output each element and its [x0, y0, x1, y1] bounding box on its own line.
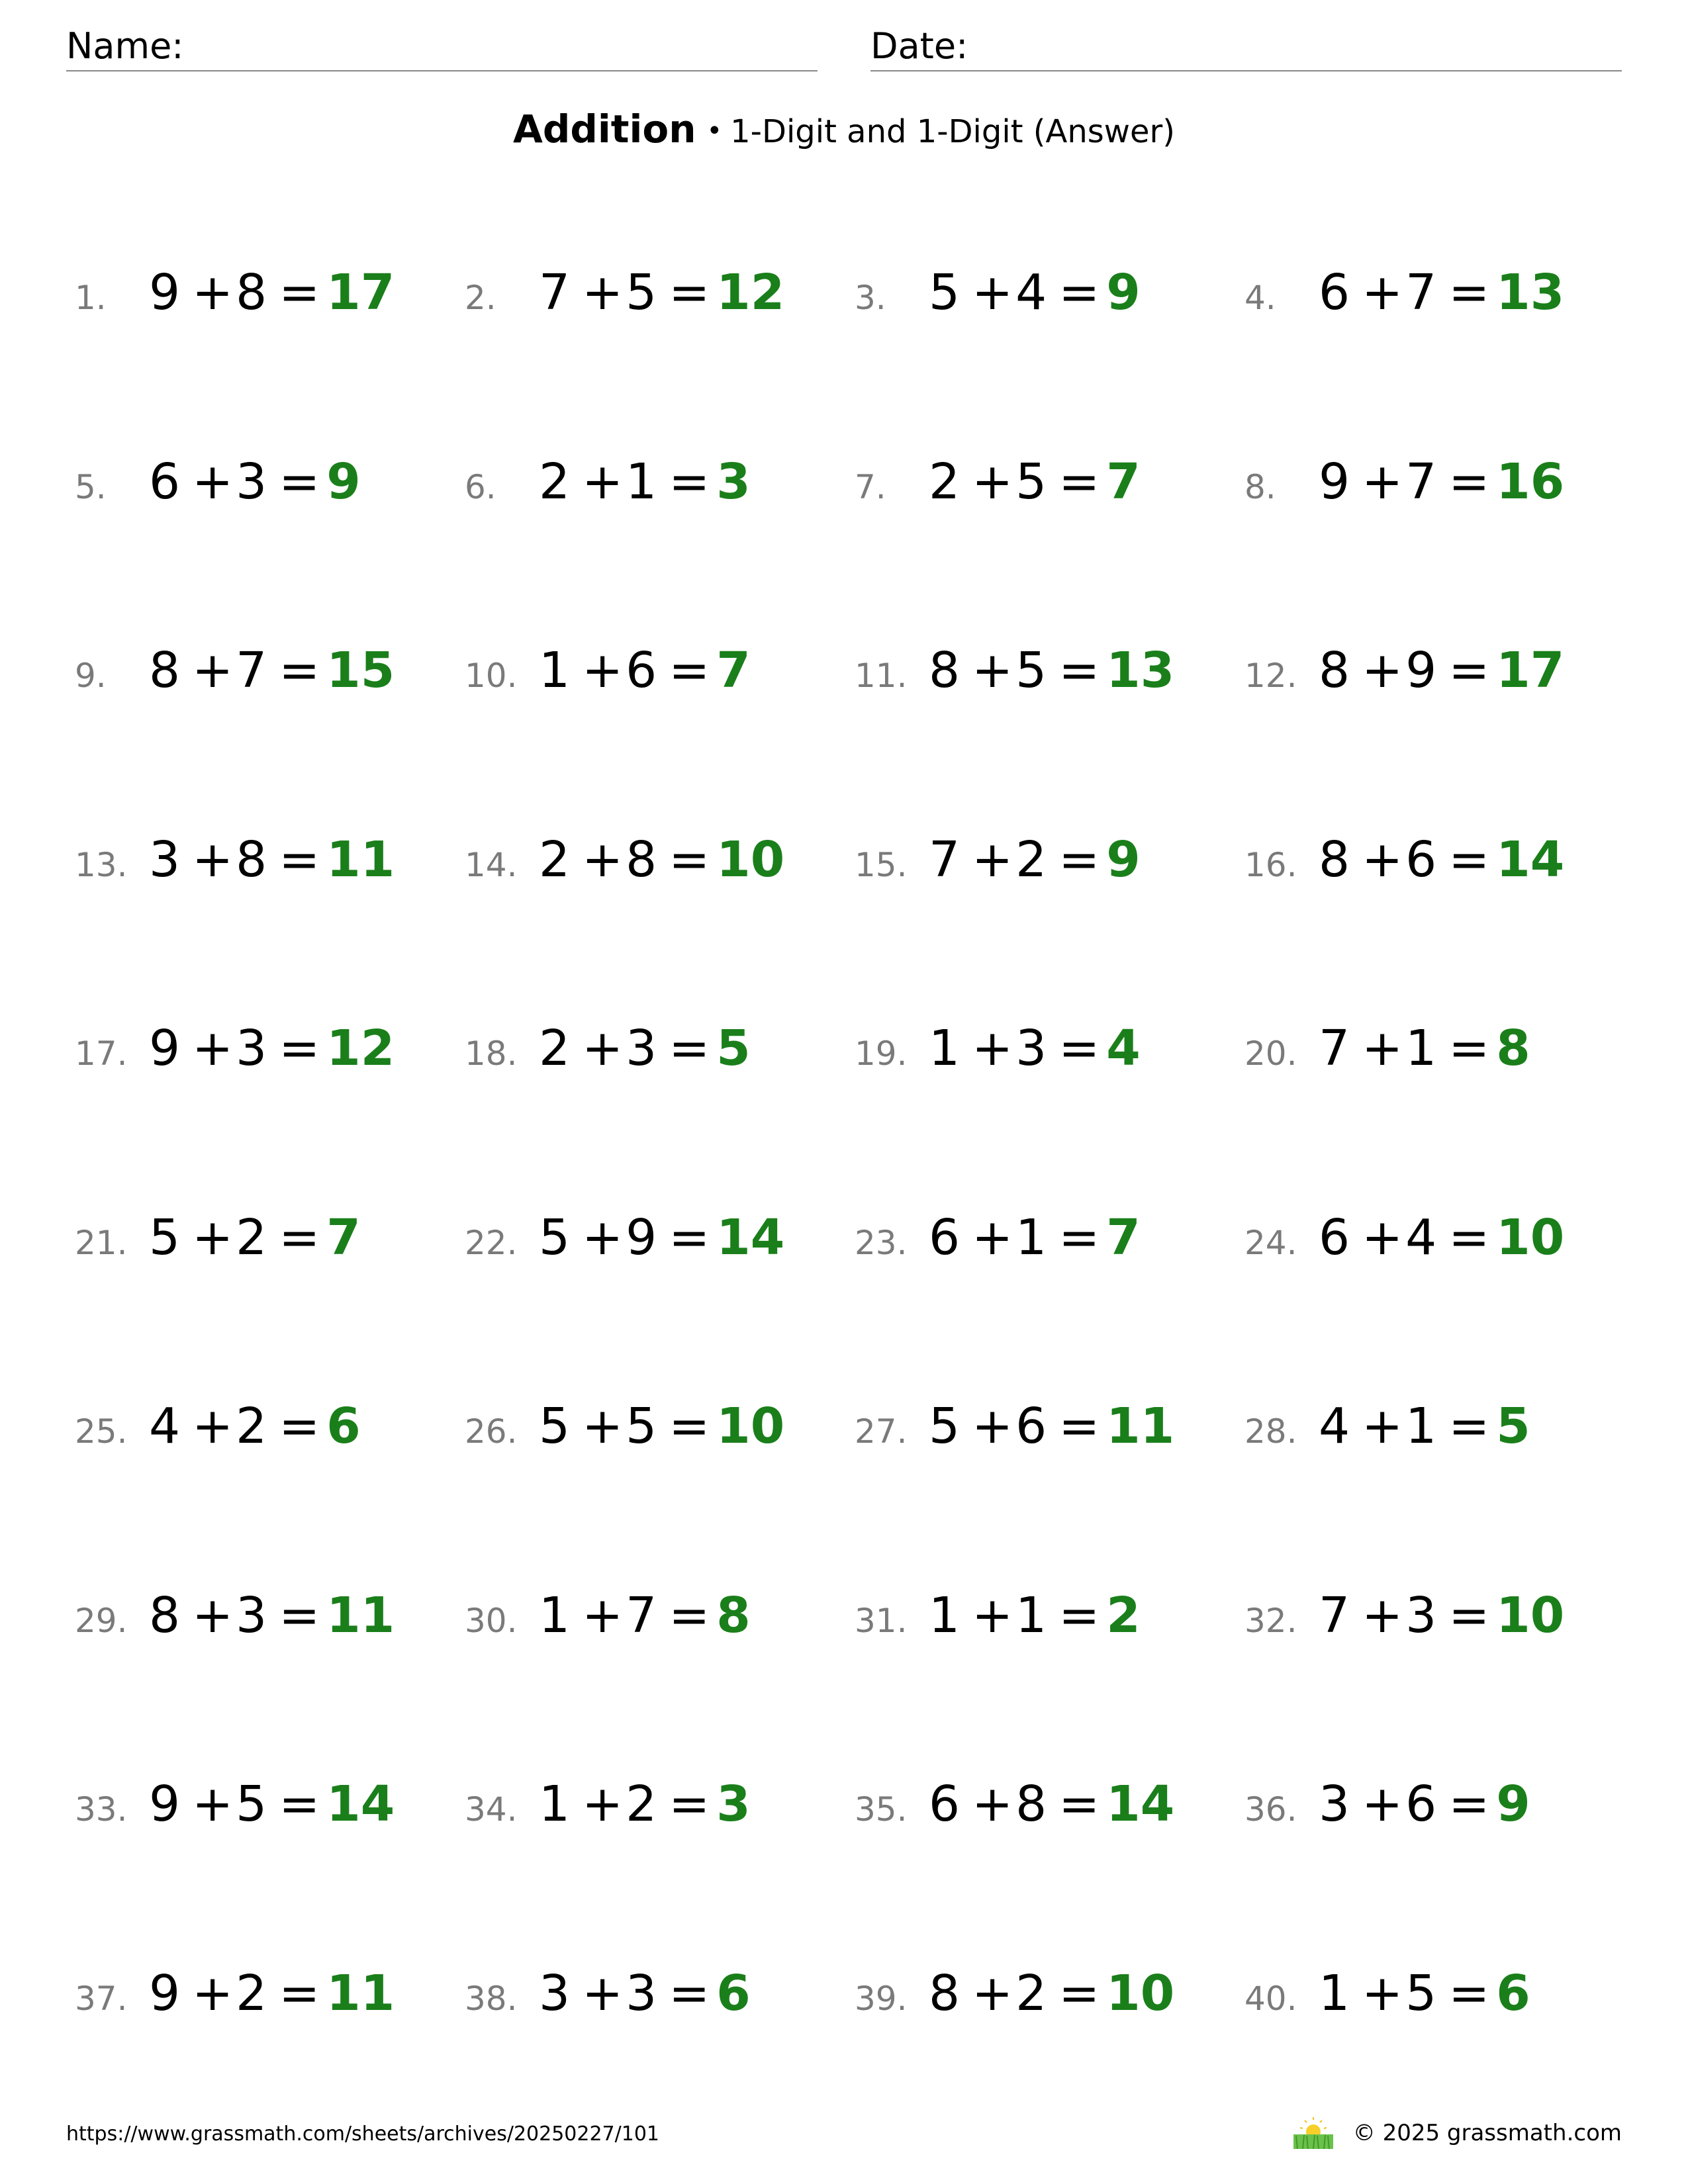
answer: 10	[1106, 1964, 1175, 2022]
plus-sign: +	[582, 831, 624, 888]
answer: 11	[326, 831, 395, 888]
equals-sign: =	[1448, 1208, 1490, 1266]
equals-sign: =	[1448, 642, 1490, 699]
problem-item	[75, 1748, 465, 1860]
answer: 14	[1496, 831, 1565, 888]
footer-brand	[1289, 2116, 1622, 2150]
equals-sign: =	[669, 264, 710, 321]
second-addend: 6	[1015, 1398, 1047, 1455]
equals-sign: =	[1058, 1776, 1100, 1833]
second-addend: 5	[1405, 1964, 1437, 2022]
first-addend: 5	[539, 1208, 571, 1266]
first-addend: 9	[149, 1964, 181, 2022]
problem-item	[855, 236, 1244, 349]
equals-sign: =	[279, 264, 320, 321]
problem-item	[465, 1559, 855, 1672]
equals-sign: =	[1058, 831, 1100, 888]
equals-sign: =	[1448, 1776, 1490, 1833]
second-addend: 5	[626, 264, 657, 321]
problem-number: 17.	[75, 1034, 128, 1073]
problem-item	[75, 236, 465, 349]
answer: 17	[1496, 642, 1565, 699]
answer: 10	[1496, 1208, 1565, 1266]
problem-number: 29.	[75, 1601, 128, 1640]
answer: 3	[716, 1776, 751, 1833]
plus-sign: +	[582, 264, 624, 321]
equals-sign: =	[1058, 1586, 1100, 1644]
equals-sign: =	[1058, 1020, 1100, 1077]
answer: 9	[1106, 831, 1141, 888]
first-addend: 6	[1319, 1208, 1350, 1266]
problem-number: 1.	[75, 279, 107, 317]
answer: 6	[326, 1398, 361, 1455]
equals-sign: =	[1058, 1398, 1100, 1455]
problem-number: 5.	[75, 467, 107, 506]
plus-sign: +	[972, 1964, 1013, 2022]
second-addend: 3	[236, 1020, 267, 1077]
equals-sign: =	[669, 1586, 710, 1644]
copyright-text: © 2025 grassmath.com	[1352, 2120, 1622, 2146]
first-addend: 2	[539, 453, 571, 510]
second-addend: 5	[1015, 642, 1047, 699]
problem-item	[855, 614, 1244, 727]
footer-url[interactable]: https://www.grassmath.com/sheets/archives/20250227/101	[66, 2122, 660, 2146]
problem-item	[75, 1937, 465, 2050]
first-addend: 6	[929, 1208, 961, 1266]
plus-sign: +	[972, 831, 1013, 888]
equals-sign: =	[279, 1964, 320, 2022]
grass-sun-logo-icon	[1289, 2117, 1337, 2149]
plus-sign: +	[1362, 1398, 1403, 1455]
second-addend: 8	[236, 264, 267, 321]
equals-sign: =	[669, 1208, 710, 1266]
first-addend: 6	[1319, 264, 1350, 321]
problem-item	[465, 1937, 855, 2050]
name-label: Name:	[66, 25, 184, 67]
first-addend: 3	[149, 831, 181, 888]
equals-sign: =	[669, 453, 710, 510]
title-main: Addition	[512, 107, 696, 152]
problem-number: 11.	[855, 657, 908, 695]
answer: 5	[1496, 1398, 1530, 1455]
first-addend: 1	[539, 642, 571, 699]
problem-item	[855, 426, 1244, 538]
plus-sign: +	[1362, 453, 1403, 510]
second-addend: 1	[1405, 1020, 1437, 1077]
plus-sign: +	[972, 1398, 1013, 1455]
equals-sign: =	[1448, 831, 1490, 888]
problem-grid	[75, 236, 1597, 2126]
problem-number: 6.	[465, 467, 496, 506]
problem-item	[855, 1370, 1244, 1482]
answer: 14	[716, 1208, 785, 1266]
first-addend: 2	[929, 453, 961, 510]
first-addend: 5	[929, 1398, 961, 1455]
first-addend: 5	[929, 264, 961, 321]
plus-sign: +	[582, 1964, 624, 2022]
answer: 6	[716, 1964, 751, 2022]
problem-number: 8.	[1244, 467, 1276, 506]
first-addend: 1	[539, 1586, 571, 1644]
equals-sign: =	[1448, 1964, 1490, 2022]
answer: 7	[1106, 1208, 1141, 1266]
equals-sign: =	[669, 1020, 710, 1077]
second-addend: 3	[236, 453, 267, 510]
plus-sign: +	[582, 1398, 624, 1455]
plus-sign: +	[582, 1020, 624, 1077]
problem-item	[465, 1181, 855, 1294]
second-addend: 7	[626, 1586, 657, 1644]
answer: 16	[1496, 453, 1565, 510]
second-addend: 7	[1405, 453, 1437, 510]
plus-sign: +	[192, 1020, 234, 1077]
plus-sign: +	[972, 1208, 1013, 1266]
answer: 12	[326, 1020, 395, 1077]
equals-sign: =	[669, 642, 710, 699]
answer: 8	[716, 1586, 751, 1644]
problem-item	[75, 614, 465, 727]
second-addend: 7	[1405, 264, 1437, 321]
second-addend: 3	[1405, 1586, 1437, 1644]
problem-item	[75, 426, 465, 538]
problem-number: 30.	[465, 1601, 518, 1640]
second-addend: 3	[1015, 1020, 1047, 1077]
problem-item	[75, 1370, 465, 1482]
answer: 10	[716, 831, 785, 888]
plus-sign: +	[582, 1208, 624, 1266]
first-addend: 9	[149, 264, 181, 321]
problem-number: 10.	[465, 657, 518, 695]
name-field[interactable]	[66, 26, 818, 71]
first-addend: 1	[539, 1776, 571, 1833]
problem-number: 37.	[75, 1979, 128, 2018]
problem-item	[465, 992, 855, 1105]
equals-sign: =	[1448, 264, 1490, 321]
answer: 5	[716, 1020, 751, 1077]
problem-item	[465, 1748, 855, 1860]
answer: 12	[716, 264, 785, 321]
plus-sign: +	[192, 1398, 234, 1455]
second-addend: 4	[1015, 264, 1047, 321]
problem-item	[1244, 803, 1597, 916]
problem-item	[1244, 614, 1597, 727]
problem-item	[855, 1181, 1244, 1294]
answer: 4	[1106, 1020, 1141, 1077]
problem-number: 27.	[855, 1412, 908, 1451]
plus-sign: +	[582, 1586, 624, 1644]
plus-sign: +	[972, 1020, 1013, 1077]
second-addend: 6	[626, 642, 657, 699]
second-addend: 1	[626, 453, 657, 510]
problem-item	[75, 992, 465, 1105]
answer: 7	[1106, 453, 1141, 510]
problem-number: 32.	[1244, 1601, 1297, 1640]
plus-sign: +	[1362, 642, 1403, 699]
title-subtitle: 1-Digit and 1-Digit (Answer)	[730, 113, 1176, 150]
equals-sign: =	[669, 831, 710, 888]
second-addend: 7	[236, 642, 267, 699]
first-addend: 7	[1319, 1020, 1350, 1077]
plus-sign: +	[192, 264, 234, 321]
problem-item	[75, 1181, 465, 1294]
answer: 7	[716, 642, 751, 699]
equals-sign: =	[1448, 1398, 1490, 1455]
first-addend: 8	[929, 642, 961, 699]
first-addend: 7	[539, 264, 571, 321]
problem-number: 14.	[465, 845, 518, 884]
problem-number: 24.	[1244, 1223, 1297, 1262]
problem-number: 18.	[465, 1034, 518, 1073]
first-addend: 1	[929, 1586, 961, 1644]
second-addend: 3	[626, 1020, 657, 1077]
plus-sign: +	[972, 453, 1013, 510]
worksheet-title	[0, 103, 1688, 158]
first-addend: 3	[1319, 1776, 1350, 1833]
answer: 17	[326, 264, 395, 321]
problem-item	[75, 1559, 465, 1672]
equals-sign: =	[279, 1586, 320, 1644]
problem-number: 25.	[75, 1412, 128, 1451]
problem-number: 26.	[465, 1412, 518, 1451]
second-addend: 4	[1405, 1208, 1437, 1266]
problem-number: 13.	[75, 845, 128, 884]
answer: 3	[716, 453, 751, 510]
equals-sign: =	[279, 642, 320, 699]
first-addend: 7	[929, 831, 961, 888]
problem-number: 23.	[855, 1223, 908, 1262]
plus-sign: +	[192, 1964, 234, 2022]
problem-item	[465, 614, 855, 727]
first-addend: 2	[539, 1020, 571, 1077]
problem-item	[855, 1937, 1244, 2050]
second-addend: 8	[626, 831, 657, 888]
problem-number: 28.	[1244, 1412, 1297, 1451]
first-addend: 4	[1319, 1398, 1350, 1455]
second-addend: 3	[626, 1964, 657, 2022]
answer: 7	[326, 1208, 361, 1266]
problem-item	[465, 1370, 855, 1482]
problem-number: 34.	[465, 1790, 518, 1829]
answer: 2	[1106, 1586, 1141, 1644]
plus-sign: +	[1362, 1020, 1403, 1077]
first-addend: 8	[929, 1964, 961, 2022]
problem-number: 4.	[1244, 279, 1276, 317]
problem-number: 21.	[75, 1223, 128, 1262]
problem-number: 38.	[465, 1979, 518, 2018]
second-addend: 5	[626, 1398, 657, 1455]
problem-item	[465, 426, 855, 538]
problem-item	[855, 803, 1244, 916]
second-addend: 6	[1405, 831, 1437, 888]
plus-sign: +	[1362, 1964, 1403, 2022]
equals-sign: =	[1058, 1964, 1100, 2022]
problem-number: 35.	[855, 1790, 908, 1829]
plus-sign: +	[192, 1776, 234, 1833]
plus-sign: +	[1362, 264, 1403, 321]
plus-sign: +	[1362, 1776, 1403, 1833]
plus-sign: +	[1362, 1586, 1403, 1644]
answer: 10	[716, 1398, 785, 1455]
title-separator: •	[706, 116, 723, 146]
first-addend: 2	[539, 831, 571, 888]
equals-sign: =	[279, 831, 320, 888]
second-addend: 3	[236, 1586, 267, 1644]
problem-number: 39.	[855, 1979, 908, 2018]
plus-sign: +	[192, 1586, 234, 1644]
problem-number: 33.	[75, 1790, 128, 1829]
plus-sign: +	[192, 831, 234, 888]
answer: 11	[326, 1586, 395, 1644]
answer: 14	[326, 1776, 395, 1833]
answer: 9	[1106, 264, 1141, 321]
answer: 9	[326, 453, 361, 510]
problem-number: 31.	[855, 1601, 908, 1640]
first-addend: 8	[149, 1586, 181, 1644]
problem-item	[855, 1748, 1244, 1860]
first-addend: 5	[149, 1208, 181, 1266]
equals-sign: =	[279, 1776, 320, 1833]
first-addend: 5	[539, 1398, 571, 1455]
equals-sign: =	[1058, 453, 1100, 510]
problem-number: 20.	[1244, 1034, 1297, 1073]
second-addend: 2	[236, 1208, 267, 1266]
first-addend: 8	[149, 642, 181, 699]
equals-sign: =	[279, 1020, 320, 1077]
equals-sign: =	[279, 1208, 320, 1266]
problem-number: 15.	[855, 845, 908, 884]
problem-item	[855, 1559, 1244, 1672]
equals-sign: =	[669, 1776, 710, 1833]
equals-sign: =	[669, 1398, 710, 1455]
problem-number: 40.	[1244, 1979, 1297, 2018]
problem-item	[75, 803, 465, 916]
equals-sign: =	[1448, 1586, 1490, 1644]
second-addend: 2	[1015, 831, 1047, 888]
plus-sign: +	[582, 1776, 624, 1833]
first-addend: 4	[149, 1398, 181, 1455]
second-addend: 2	[626, 1776, 657, 1833]
equals-sign: =	[1448, 453, 1490, 510]
plus-sign: +	[972, 264, 1013, 321]
problem-item	[465, 803, 855, 916]
problem-item	[855, 992, 1244, 1105]
problem-item	[1244, 236, 1597, 349]
answer: 11	[326, 1964, 395, 2022]
second-addend: 9	[1405, 642, 1437, 699]
second-addend: 1	[1015, 1208, 1047, 1266]
first-addend: 9	[149, 1776, 181, 1833]
second-addend: 5	[1015, 453, 1047, 510]
first-addend: 6	[929, 1776, 961, 1833]
second-addend: 1	[1405, 1398, 1437, 1455]
problem-number: 2.	[465, 279, 496, 317]
plus-sign: +	[192, 1208, 234, 1266]
first-addend: 8	[1319, 642, 1350, 699]
plus-sign: +	[972, 1586, 1013, 1644]
equals-sign: =	[1448, 1020, 1490, 1077]
plus-sign: +	[192, 642, 234, 699]
date-field[interactable]	[870, 26, 1622, 71]
problem-number: 36.	[1244, 1790, 1297, 1829]
first-addend: 9	[1319, 453, 1350, 510]
plus-sign: +	[1362, 1208, 1403, 1266]
equals-sign: =	[1058, 264, 1100, 321]
second-addend: 1	[1015, 1586, 1047, 1644]
equals-sign: =	[669, 1964, 710, 2022]
first-addend: 6	[149, 453, 181, 510]
answer: 8	[1496, 1020, 1530, 1077]
problem-item	[465, 236, 855, 349]
second-addend: 2	[1015, 1964, 1047, 2022]
equals-sign: =	[1058, 1208, 1100, 1266]
answer: 11	[1106, 1398, 1175, 1455]
answer: 15	[326, 642, 395, 699]
second-addend: 2	[236, 1964, 267, 2022]
problem-item	[1244, 1181, 1597, 1294]
problem-number: 3.	[855, 279, 886, 317]
second-addend: 5	[236, 1776, 267, 1833]
problem-item	[1244, 426, 1597, 538]
answer: 13	[1496, 264, 1565, 321]
second-addend: 2	[236, 1398, 267, 1455]
second-addend: 9	[626, 1208, 657, 1266]
plus-sign: +	[582, 642, 624, 699]
first-addend: 3	[539, 1964, 571, 2022]
equals-sign: =	[279, 453, 320, 510]
first-addend: 1	[1319, 1964, 1350, 2022]
problem-item	[1244, 1937, 1597, 2050]
answer: 10	[1496, 1586, 1565, 1644]
problem-item	[1244, 1748, 1597, 1860]
equals-sign: =	[279, 1398, 320, 1455]
plus-sign: +	[582, 453, 624, 510]
first-addend: 1	[929, 1020, 961, 1077]
second-addend: 6	[1405, 1776, 1437, 1833]
second-addend: 8	[1015, 1776, 1047, 1833]
date-label: Date:	[870, 25, 968, 67]
problem-number: 19.	[855, 1034, 908, 1073]
equals-sign: =	[1058, 642, 1100, 699]
answer: 13	[1106, 642, 1175, 699]
plus-sign: +	[972, 642, 1013, 699]
answer: 14	[1106, 1776, 1175, 1833]
plus-sign: +	[1362, 831, 1403, 888]
problem-number: 16.	[1244, 845, 1297, 884]
problem-number: 9.	[75, 657, 107, 695]
problem-number: 12.	[1244, 657, 1297, 695]
problem-item	[1244, 992, 1597, 1105]
first-addend: 8	[1319, 831, 1350, 888]
answer: 6	[1496, 1964, 1530, 2022]
plus-sign: +	[972, 1776, 1013, 1833]
problem-item	[1244, 1559, 1597, 1672]
answer: 9	[1496, 1776, 1530, 1833]
problem-number: 7.	[855, 467, 886, 506]
problem-item	[1244, 1370, 1597, 1482]
plus-sign: +	[192, 453, 234, 510]
problem-number: 22.	[465, 1223, 518, 1262]
first-addend: 7	[1319, 1586, 1350, 1644]
first-addend: 9	[149, 1020, 181, 1077]
second-addend: 8	[236, 831, 267, 888]
